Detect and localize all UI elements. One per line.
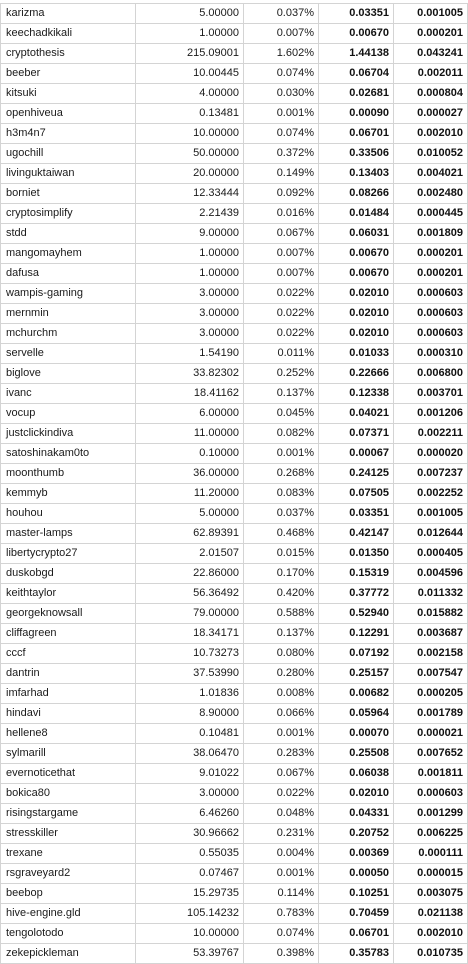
value-a-cell[interactable]: 0.07192 — [319, 644, 394, 664]
percent-cell[interactable]: 0.001% — [244, 864, 319, 884]
table-row — [1, 944, 468, 964]
percent-cell[interactable]: 0.048% — [244, 804, 319, 824]
value-a-cell[interactable]: 0.03351 — [319, 504, 394, 524]
percent-cell[interactable]: 0.280% — [244, 664, 319, 684]
value-a-cell[interactable]: 0.05964 — [319, 704, 394, 724]
percent-cell[interactable]: 0.588% — [244, 604, 319, 624]
value-b-cell[interactable]: 0.001005 — [394, 4, 468, 24]
table-row — [1, 164, 468, 184]
account-cell[interactable]: master-lamps — [1, 524, 136, 544]
account-cell[interactable]: georgeknowsall — [1, 604, 136, 624]
value-b-cell[interactable]: 0.003701 — [394, 384, 468, 404]
value-b-cell[interactable]: 0.003687 — [394, 624, 468, 644]
table-row — [1, 604, 468, 624]
value-a-cell[interactable]: 0.12291 — [319, 624, 394, 644]
table-row — [1, 664, 468, 684]
table-row — [1, 304, 468, 324]
account-cell[interactable]: evernoticethat — [1, 764, 136, 784]
table-row — [1, 724, 468, 744]
amount-cell[interactable]: 62.89391 — [136, 524, 244, 544]
table-row — [1, 124, 468, 144]
amount-cell[interactable]: 11.20000 — [136, 484, 244, 504]
amount-cell[interactable]: 5.00000 — [136, 504, 244, 524]
account-cell[interactable]: h3m4n7 — [1, 124, 136, 144]
account-cell[interactable]: cryptosimplify — [1, 204, 136, 224]
value-a-cell[interactable]: 0.00070 — [319, 724, 394, 744]
value-b-cell[interactable]: 0.002011 — [394, 64, 468, 84]
value-b-cell[interactable]: 0.000603 — [394, 784, 468, 804]
amount-cell[interactable]: 4.00000 — [136, 84, 244, 104]
amount-cell[interactable]: 1.00000 — [136, 24, 244, 44]
table-row — [1, 504, 468, 524]
percent-cell[interactable]: 0.030% — [244, 84, 319, 104]
value-b-cell[interactable]: 0.000310 — [394, 344, 468, 364]
account-cell[interactable]: wampis-gaming — [1, 284, 136, 304]
table-row — [1, 784, 468, 804]
table-row — [1, 464, 468, 484]
table-row — [1, 824, 468, 844]
amount-cell[interactable]: 15.29735 — [136, 884, 244, 904]
percent-cell[interactable]: 0.170% — [244, 564, 319, 584]
account-cell[interactable]: hindavi — [1, 704, 136, 724]
amount-cell[interactable]: 6.46260 — [136, 804, 244, 824]
amount-cell[interactable]: 0.10000 — [136, 444, 244, 464]
account-cell[interactable]: mernmin — [1, 304, 136, 324]
amount-cell[interactable]: 1.00000 — [136, 244, 244, 264]
percent-cell[interactable]: 0.149% — [244, 164, 319, 184]
percent-cell[interactable]: 0.007% — [244, 244, 319, 264]
account-cell[interactable]: sylmarill — [1, 744, 136, 764]
value-b-cell[interactable]: 0.007652 — [394, 744, 468, 764]
value-a-cell[interactable]: 0.00090 — [319, 104, 394, 124]
percent-cell[interactable]: 0.283% — [244, 744, 319, 764]
value-b-cell[interactable]: 0.001789 — [394, 704, 468, 724]
amount-cell[interactable]: 9.01022 — [136, 764, 244, 784]
value-b-cell[interactable]: 0.000111 — [394, 844, 468, 864]
account-cell[interactable]: stdd — [1, 224, 136, 244]
percent-cell[interactable]: 0.783% — [244, 904, 319, 924]
percent-cell[interactable]: 0.268% — [244, 464, 319, 484]
account-cell[interactable]: ugochill — [1, 144, 136, 164]
value-b-cell[interactable]: 0.000603 — [394, 304, 468, 324]
table-row — [1, 384, 468, 404]
value-b-cell[interactable]: 0.043241 — [394, 44, 468, 64]
account-cell[interactable]: rsgraveyard2 — [1, 864, 136, 884]
amount-cell[interactable]: 2.01507 — [136, 544, 244, 564]
value-b-cell[interactable]: 0.004021 — [394, 164, 468, 184]
value-a-cell[interactable]: 0.04021 — [319, 404, 394, 424]
value-a-cell[interactable]: 0.13403 — [319, 164, 394, 184]
table-row — [1, 284, 468, 304]
account-cell[interactable]: beeber — [1, 64, 136, 84]
grid-body — [1, 4, 468, 964]
table-row — [1, 144, 468, 164]
percent-cell[interactable]: 0.016% — [244, 204, 319, 224]
table-row — [1, 744, 468, 764]
amount-cell[interactable]: 105.14232 — [136, 904, 244, 924]
value-a-cell[interactable]: 0.00682 — [319, 684, 394, 704]
value-a-cell[interactable]: 0.02010 — [319, 284, 394, 304]
account-cell[interactable]: trexane — [1, 844, 136, 864]
percent-cell[interactable]: 0.007% — [244, 24, 319, 44]
value-b-cell[interactable]: 0.010052 — [394, 144, 468, 164]
amount-cell[interactable]: 10.00000 — [136, 924, 244, 944]
table-row — [1, 884, 468, 904]
percent-cell[interactable]: 0.074% — [244, 924, 319, 944]
value-a-cell[interactable]: 0.02010 — [319, 784, 394, 804]
percent-cell[interactable]: 0.083% — [244, 484, 319, 504]
value-b-cell[interactable]: 0.004596 — [394, 564, 468, 584]
value-a-cell[interactable]: 0.10251 — [319, 884, 394, 904]
table-row — [1, 104, 468, 124]
table-row — [1, 324, 468, 344]
table-row — [1, 684, 468, 704]
spreadsheet-view — [0, 3, 468, 959]
value-a-cell[interactable]: 0.00670 — [319, 24, 394, 44]
account-cell[interactable]: servelle — [1, 344, 136, 364]
value-b-cell[interactable]: 0.001299 — [394, 804, 468, 824]
percent-cell[interactable]: 0.004% — [244, 844, 319, 864]
value-a-cell[interactable]: 0.07371 — [319, 424, 394, 444]
amount-cell[interactable]: 30.96662 — [136, 824, 244, 844]
value-a-cell[interactable]: 0.00670 — [319, 244, 394, 264]
percent-cell[interactable]: 0.468% — [244, 524, 319, 544]
amount-cell[interactable]: 3.00000 — [136, 784, 244, 804]
value-a-cell[interactable]: 0.02681 — [319, 84, 394, 104]
value-b-cell[interactable]: 0.006800 — [394, 364, 468, 384]
spreadsheet-grid — [0, 3, 468, 964]
amount-cell[interactable]: 18.41162 — [136, 384, 244, 404]
account-cell[interactable]: mchurchm — [1, 324, 136, 344]
value-a-cell[interactable]: 0.00050 — [319, 864, 394, 884]
percent-cell[interactable]: 1.602% — [244, 44, 319, 64]
value-a-cell[interactable]: 0.12338 — [319, 384, 394, 404]
percent-cell[interactable]: 0.080% — [244, 644, 319, 664]
value-a-cell[interactable]: 0.35783 — [319, 944, 394, 964]
value-a-cell[interactable]: 0.00670 — [319, 264, 394, 284]
account-cell[interactable]: biglove — [1, 364, 136, 384]
value-b-cell[interactable]: 0.000027 — [394, 104, 468, 124]
value-b-cell[interactable]: 0.002252 — [394, 484, 468, 504]
value-b-cell[interactable]: 0.001005 — [394, 504, 468, 524]
account-cell[interactable]: stresskiller — [1, 824, 136, 844]
value-b-cell[interactable]: 0.000445 — [394, 204, 468, 224]
table-row — [1, 484, 468, 504]
value-a-cell[interactable]: 0.52940 — [319, 604, 394, 624]
amount-cell[interactable]: 10.00445 — [136, 64, 244, 84]
table-row — [1, 244, 468, 264]
table-row — [1, 524, 468, 544]
percent-cell[interactable]: 0.001% — [244, 104, 319, 124]
table-row — [1, 844, 468, 864]
value-b-cell[interactable]: 0.002480 — [394, 184, 468, 204]
account-cell[interactable]: cliffagreen — [1, 624, 136, 644]
table-row — [1, 584, 468, 604]
value-a-cell[interactable]: 0.01484 — [319, 204, 394, 224]
percent-cell[interactable]: 0.007% — [244, 264, 319, 284]
value-b-cell[interactable]: 0.000201 — [394, 244, 468, 264]
value-a-cell[interactable]: 0.07505 — [319, 484, 394, 504]
amount-cell[interactable]: 33.82302 — [136, 364, 244, 384]
value-b-cell[interactable]: 0.002158 — [394, 644, 468, 664]
account-cell[interactable]: houhou — [1, 504, 136, 524]
value-b-cell[interactable]: 0.000020 — [394, 444, 468, 464]
account-cell[interactable]: mangomayhem — [1, 244, 136, 264]
percent-cell[interactable]: 0.231% — [244, 824, 319, 844]
amount-cell[interactable]: 5.00000 — [136, 4, 244, 24]
value-a-cell[interactable]: 0.04331 — [319, 804, 394, 824]
amount-cell[interactable]: 50.00000 — [136, 144, 244, 164]
value-a-cell[interactable]: 0.03351 — [319, 4, 394, 24]
percent-cell[interactable]: 0.022% — [244, 284, 319, 304]
account-cell[interactable]: justclickindiva — [1, 424, 136, 444]
amount-cell[interactable]: 3.00000 — [136, 304, 244, 324]
account-cell[interactable]: imfarhad — [1, 684, 136, 704]
table-row — [1, 924, 468, 944]
table-row — [1, 624, 468, 644]
amount-cell[interactable]: 22.86000 — [136, 564, 244, 584]
value-b-cell[interactable]: 0.007237 — [394, 464, 468, 484]
percent-cell[interactable]: 0.015% — [244, 544, 319, 564]
account-cell[interactable]: hive-engine.gld — [1, 904, 136, 924]
percent-cell[interactable]: 0.001% — [244, 724, 319, 744]
value-a-cell[interactable]: 0.00067 — [319, 444, 394, 464]
value-b-cell[interactable]: 0.007547 — [394, 664, 468, 684]
value-a-cell[interactable]: 0.01350 — [319, 544, 394, 564]
amount-cell[interactable]: 3.00000 — [136, 324, 244, 344]
value-a-cell[interactable]: 0.01033 — [319, 344, 394, 364]
value-b-cell[interactable]: 0.015882 — [394, 604, 468, 624]
value-b-cell[interactable]: 0.001811 — [394, 764, 468, 784]
value-b-cell[interactable]: 0.011332 — [394, 584, 468, 604]
account-cell[interactable]: hellene8 — [1, 724, 136, 744]
table-row — [1, 204, 468, 224]
table-row — [1, 764, 468, 784]
account-cell[interactable]: kemmyb — [1, 484, 136, 504]
percent-cell[interactable]: 0.066% — [244, 704, 319, 724]
percent-cell[interactable]: 0.114% — [244, 884, 319, 904]
value-b-cell[interactable]: 0.000603 — [394, 324, 468, 344]
value-b-cell[interactable]: 0.000603 — [394, 284, 468, 304]
percent-cell[interactable]: 0.137% — [244, 384, 319, 404]
table-row — [1, 404, 468, 424]
amount-cell[interactable]: 9.00000 — [136, 224, 244, 244]
account-cell[interactable]: tengolotodo — [1, 924, 136, 944]
value-a-cell[interactable]: 0.02010 — [319, 304, 394, 324]
percent-cell[interactable]: 0.420% — [244, 584, 319, 604]
percent-cell[interactable]: 0.037% — [244, 4, 319, 24]
amount-cell[interactable]: 3.00000 — [136, 284, 244, 304]
value-a-cell[interactable]: 1.44138 — [319, 44, 394, 64]
value-a-cell[interactable]: 0.25508 — [319, 744, 394, 764]
value-a-cell[interactable]: 0.02010 — [319, 324, 394, 344]
amount-cell[interactable]: 56.36492 — [136, 584, 244, 604]
value-b-cell[interactable]: 0.001809 — [394, 224, 468, 244]
table-row — [1, 704, 468, 724]
table-row — [1, 444, 468, 464]
percent-cell[interactable]: 0.045% — [244, 404, 319, 424]
percent-cell[interactable]: 0.001% — [244, 444, 319, 464]
value-a-cell[interactable]: 0.08266 — [319, 184, 394, 204]
table-row — [1, 364, 468, 384]
amount-cell[interactable]: 11.00000 — [136, 424, 244, 444]
table-row — [1, 544, 468, 564]
table-row — [1, 264, 468, 284]
value-a-cell[interactable]: 0.06704 — [319, 64, 394, 84]
value-b-cell[interactable]: 0.000201 — [394, 24, 468, 44]
value-a-cell[interactable]: 0.06031 — [319, 224, 394, 244]
account-cell[interactable]: dafusa — [1, 264, 136, 284]
percent-cell[interactable]: 0.037% — [244, 504, 319, 524]
value-a-cell[interactable]: 0.06701 — [319, 124, 394, 144]
account-cell[interactable]: cryptothesis — [1, 44, 136, 64]
value-b-cell[interactable]: 0.000804 — [394, 84, 468, 104]
account-cell[interactable]: moonthumb — [1, 464, 136, 484]
value-b-cell[interactable]: 0.012644 — [394, 524, 468, 544]
value-a-cell[interactable]: 0.70459 — [319, 904, 394, 924]
value-b-cell[interactable]: 0.002010 — [394, 124, 468, 144]
percent-cell[interactable]: 0.022% — [244, 784, 319, 804]
percent-cell[interactable]: 0.011% — [244, 344, 319, 364]
value-b-cell[interactable]: 0.000015 — [394, 864, 468, 884]
amount-cell[interactable]: 1.54190 — [136, 344, 244, 364]
account-cell[interactable]: cccf — [1, 644, 136, 664]
percent-cell[interactable]: 0.067% — [244, 764, 319, 784]
amount-cell[interactable]: 0.10481 — [136, 724, 244, 744]
percent-cell[interactable]: 0.092% — [244, 184, 319, 204]
table-row — [1, 904, 468, 924]
table-row — [1, 184, 468, 204]
percent-cell[interactable]: 0.372% — [244, 144, 319, 164]
value-b-cell[interactable]: 0.000021 — [394, 724, 468, 744]
amount-cell[interactable]: 37.53990 — [136, 664, 244, 684]
amount-cell[interactable]: 18.34171 — [136, 624, 244, 644]
value-b-cell[interactable]: 0.000205 — [394, 684, 468, 704]
value-a-cell[interactable]: 0.33506 — [319, 144, 394, 164]
amount-cell[interactable]: 10.73273 — [136, 644, 244, 664]
account-cell[interactable]: ivanc — [1, 384, 136, 404]
amount-cell[interactable]: 10.00000 — [136, 124, 244, 144]
table-row — [1, 24, 468, 44]
account-cell[interactable]: keechadkikali — [1, 24, 136, 44]
amount-cell[interactable]: 36.00000 — [136, 464, 244, 484]
value-b-cell[interactable]: 0.002010 — [394, 924, 468, 944]
account-cell[interactable]: karizma — [1, 4, 136, 24]
account-cell[interactable]: duskobgd — [1, 564, 136, 584]
amount-cell[interactable]: 0.07467 — [136, 864, 244, 884]
account-cell[interactable]: vocup — [1, 404, 136, 424]
value-a-cell[interactable]: 0.06701 — [319, 924, 394, 944]
account-cell[interactable]: beebop — [1, 884, 136, 904]
value-a-cell[interactable]: 0.00369 — [319, 844, 394, 864]
value-b-cell[interactable]: 0.000201 — [394, 264, 468, 284]
account-cell[interactable]: openhiveua — [1, 104, 136, 124]
value-b-cell[interactable]: 0.021138 — [394, 904, 468, 924]
percent-cell[interactable]: 0.022% — [244, 324, 319, 344]
account-cell[interactable]: kitsuki — [1, 84, 136, 104]
value-b-cell[interactable]: 0.000405 — [394, 544, 468, 564]
value-a-cell[interactable]: 0.24125 — [319, 464, 394, 484]
percent-cell[interactable]: 0.067% — [244, 224, 319, 244]
percent-cell[interactable]: 0.398% — [244, 944, 319, 964]
amount-cell[interactable]: 79.00000 — [136, 604, 244, 624]
amount-cell[interactable]: 8.90000 — [136, 704, 244, 724]
percent-cell[interactable]: 0.008% — [244, 684, 319, 704]
value-b-cell[interactable]: 0.003075 — [394, 884, 468, 904]
value-a-cell[interactable]: 0.06038 — [319, 764, 394, 784]
value-a-cell[interactable]: 0.25157 — [319, 664, 394, 684]
table-row — [1, 344, 468, 364]
percent-cell[interactable]: 0.022% — [244, 304, 319, 324]
account-cell[interactable]: livinguktaiwan — [1, 164, 136, 184]
amount-cell[interactable]: 0.13481 — [136, 104, 244, 124]
percent-cell[interactable]: 0.252% — [244, 364, 319, 384]
amount-cell[interactable]: 6.00000 — [136, 404, 244, 424]
table-row — [1, 64, 468, 84]
amount-cell[interactable]: 215.09001 — [136, 44, 244, 64]
amount-cell[interactable]: 53.39767 — [136, 944, 244, 964]
value-a-cell[interactable]: 0.20752 — [319, 824, 394, 844]
amount-cell[interactable]: 38.06470 — [136, 744, 244, 764]
value-a-cell[interactable]: 0.37772 — [319, 584, 394, 604]
account-cell[interactable]: satoshinakam0to — [1, 444, 136, 464]
percent-cell[interactable]: 0.082% — [244, 424, 319, 444]
value-a-cell[interactable]: 0.42147 — [319, 524, 394, 544]
percent-cell[interactable]: 0.137% — [244, 624, 319, 644]
table-row — [1, 4, 468, 24]
account-cell[interactable]: dantrin — [1, 664, 136, 684]
value-b-cell[interactable]: 0.010735 — [394, 944, 468, 964]
percent-cell[interactable]: 0.074% — [244, 64, 319, 84]
account-cell[interactable]: libertycrypto27 — [1, 544, 136, 564]
table-row — [1, 864, 468, 884]
amount-cell[interactable]: 20.00000 — [136, 164, 244, 184]
amount-cell[interactable]: 1.01836 — [136, 684, 244, 704]
table-row — [1, 564, 468, 584]
account-cell[interactable]: borniet — [1, 184, 136, 204]
value-b-cell[interactable]: 0.001206 — [394, 404, 468, 424]
amount-cell[interactable]: 1.00000 — [136, 264, 244, 284]
table-row — [1, 224, 468, 244]
account-cell[interactable]: risingstargame — [1, 804, 136, 824]
value-a-cell[interactable]: 0.22666 — [319, 364, 394, 384]
table-row — [1, 424, 468, 444]
account-cell[interactable]: keithtaylor — [1, 584, 136, 604]
amount-cell[interactable]: 0.55035 — [136, 844, 244, 864]
account-cell[interactable]: zekepickleman — [1, 944, 136, 964]
table-row — [1, 84, 468, 104]
value-b-cell[interactable]: 0.002211 — [394, 424, 468, 444]
table-row — [1, 44, 468, 64]
amount-cell[interactable]: 2.21439 — [136, 204, 244, 224]
table-row — [1, 644, 468, 664]
percent-cell[interactable]: 0.074% — [244, 124, 319, 144]
amount-cell[interactable]: 12.33444 — [136, 184, 244, 204]
account-cell[interactable]: bokica80 — [1, 784, 136, 804]
value-a-cell[interactable]: 0.15319 — [319, 564, 394, 584]
table-row — [1, 804, 468, 824]
value-b-cell[interactable]: 0.006225 — [394, 824, 468, 844]
